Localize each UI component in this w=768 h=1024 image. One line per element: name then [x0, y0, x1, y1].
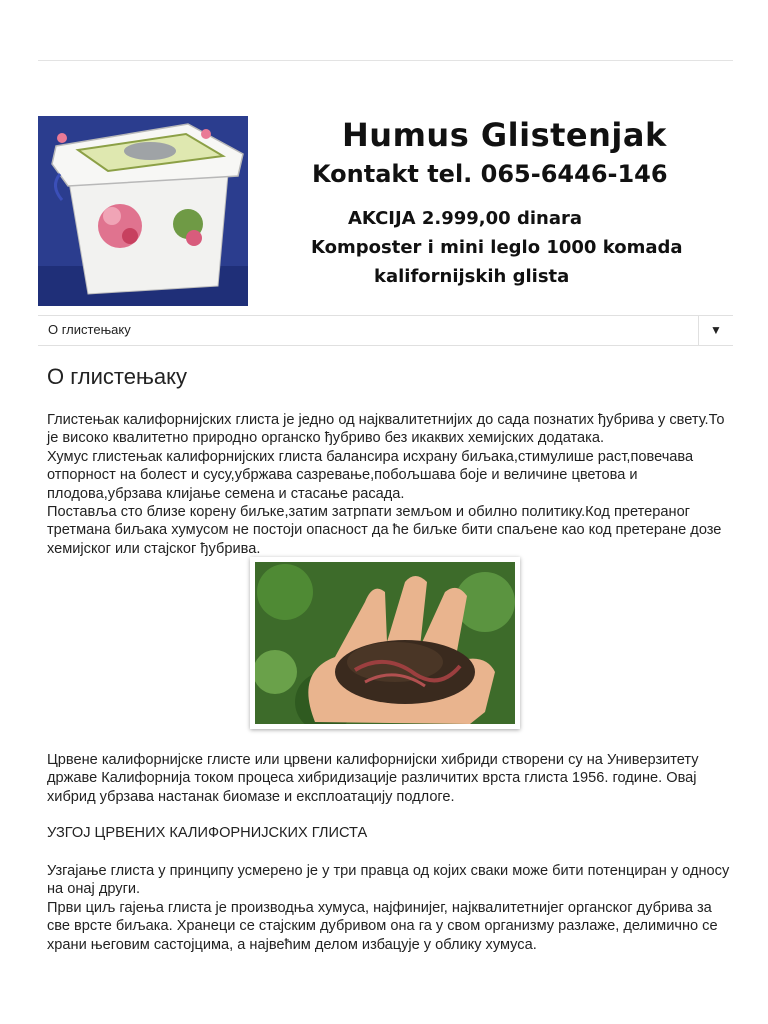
intro-paragraph [47, 411, 737, 558]
worms-in-hand-image[interactable] [250, 557, 520, 729]
section-heading-text: УЗГОЈ ЦРВЕНИХ КАЛИФОРНИЈСКИХ ГЛИСТА [47, 825, 368, 841]
header-banner[interactable] [38, 116, 733, 306]
section-heading [47, 824, 737, 842]
banner-promo-line3: kalifornijskih glista [374, 266, 570, 287]
breeding-paragraph [47, 862, 737, 954]
banner-contact: Kontakt tel. 065-6446-146 [312, 160, 668, 188]
chevron-down-icon: ▼ [710, 323, 722, 337]
nav-dropdown-button[interactable] [698, 316, 733, 345]
banner-promo: AKCIJA 2.999,00 dinara [348, 208, 582, 229]
composter-box-image [38, 116, 248, 306]
history-paragraph [47, 751, 737, 806]
page-nav-bar [38, 315, 733, 346]
paragraph-line: Први циљ гајења глиста је производња хумуса, најфинијег, најквалитетнијег органског дубрива за све врсте биљака. Хранеци се стајским дубривом она га у свом организму разлаже, делимично се храни његовим састојцима, а највећим делом избацује у облику хумуса. [47, 899, 718, 953]
paragraph-text: Црвене калифорнијске глисте или црвени калифорнијски хибриди створени су на Универзитету државе Калифорнија током процеса хибридизације различитих врста глиста 1956. године. Овај хибрид убрзава настанак биомазе и експлоатацију подлоге. [47, 752, 699, 805]
banner-text-block [308, 116, 728, 306]
paragraph-line: Глистењак калифорнијских глиста је једно од најквалитетнијих до сада познатих ђубрива у свету.То је високо квалитетно природно органско ђубриво без икаквих хемијских додатака. [47, 412, 725, 447]
page-title: О глистењаку [47, 364, 187, 389]
top-divider [38, 60, 733, 61]
nav-page-link[interactable]: О глистењаку [48, 322, 131, 337]
paragraph-line: Узгајање глиста у принципу усмерено је у три правца од којих сваки може бити потенциран у односу на онај други. [47, 863, 730, 898]
banner-promo-line2: Komposter i mini leglo 1000 komada [311, 237, 683, 258]
paragraph-line: Хумус глистењак калифорнијских глиста балансира исхрану биљака,стимулише раст,повечава отпорност на болест и сусу,убржава сазревање,побољшава боје и величине цветова и плодова,убрзава клијање семена и стасање расада. [47, 448, 694, 502]
paragraph-line: Поставља сто близе корену биљке,затим затрпати земљом и обилно политику.Код претераног третмана биљака хумусом не постоји опасност да ће биљке бити спаљене као код претеране дозе хемијског или стајског ђубрива. [47, 504, 722, 557]
banner-title: Humus Glistenjak [342, 116, 667, 154]
